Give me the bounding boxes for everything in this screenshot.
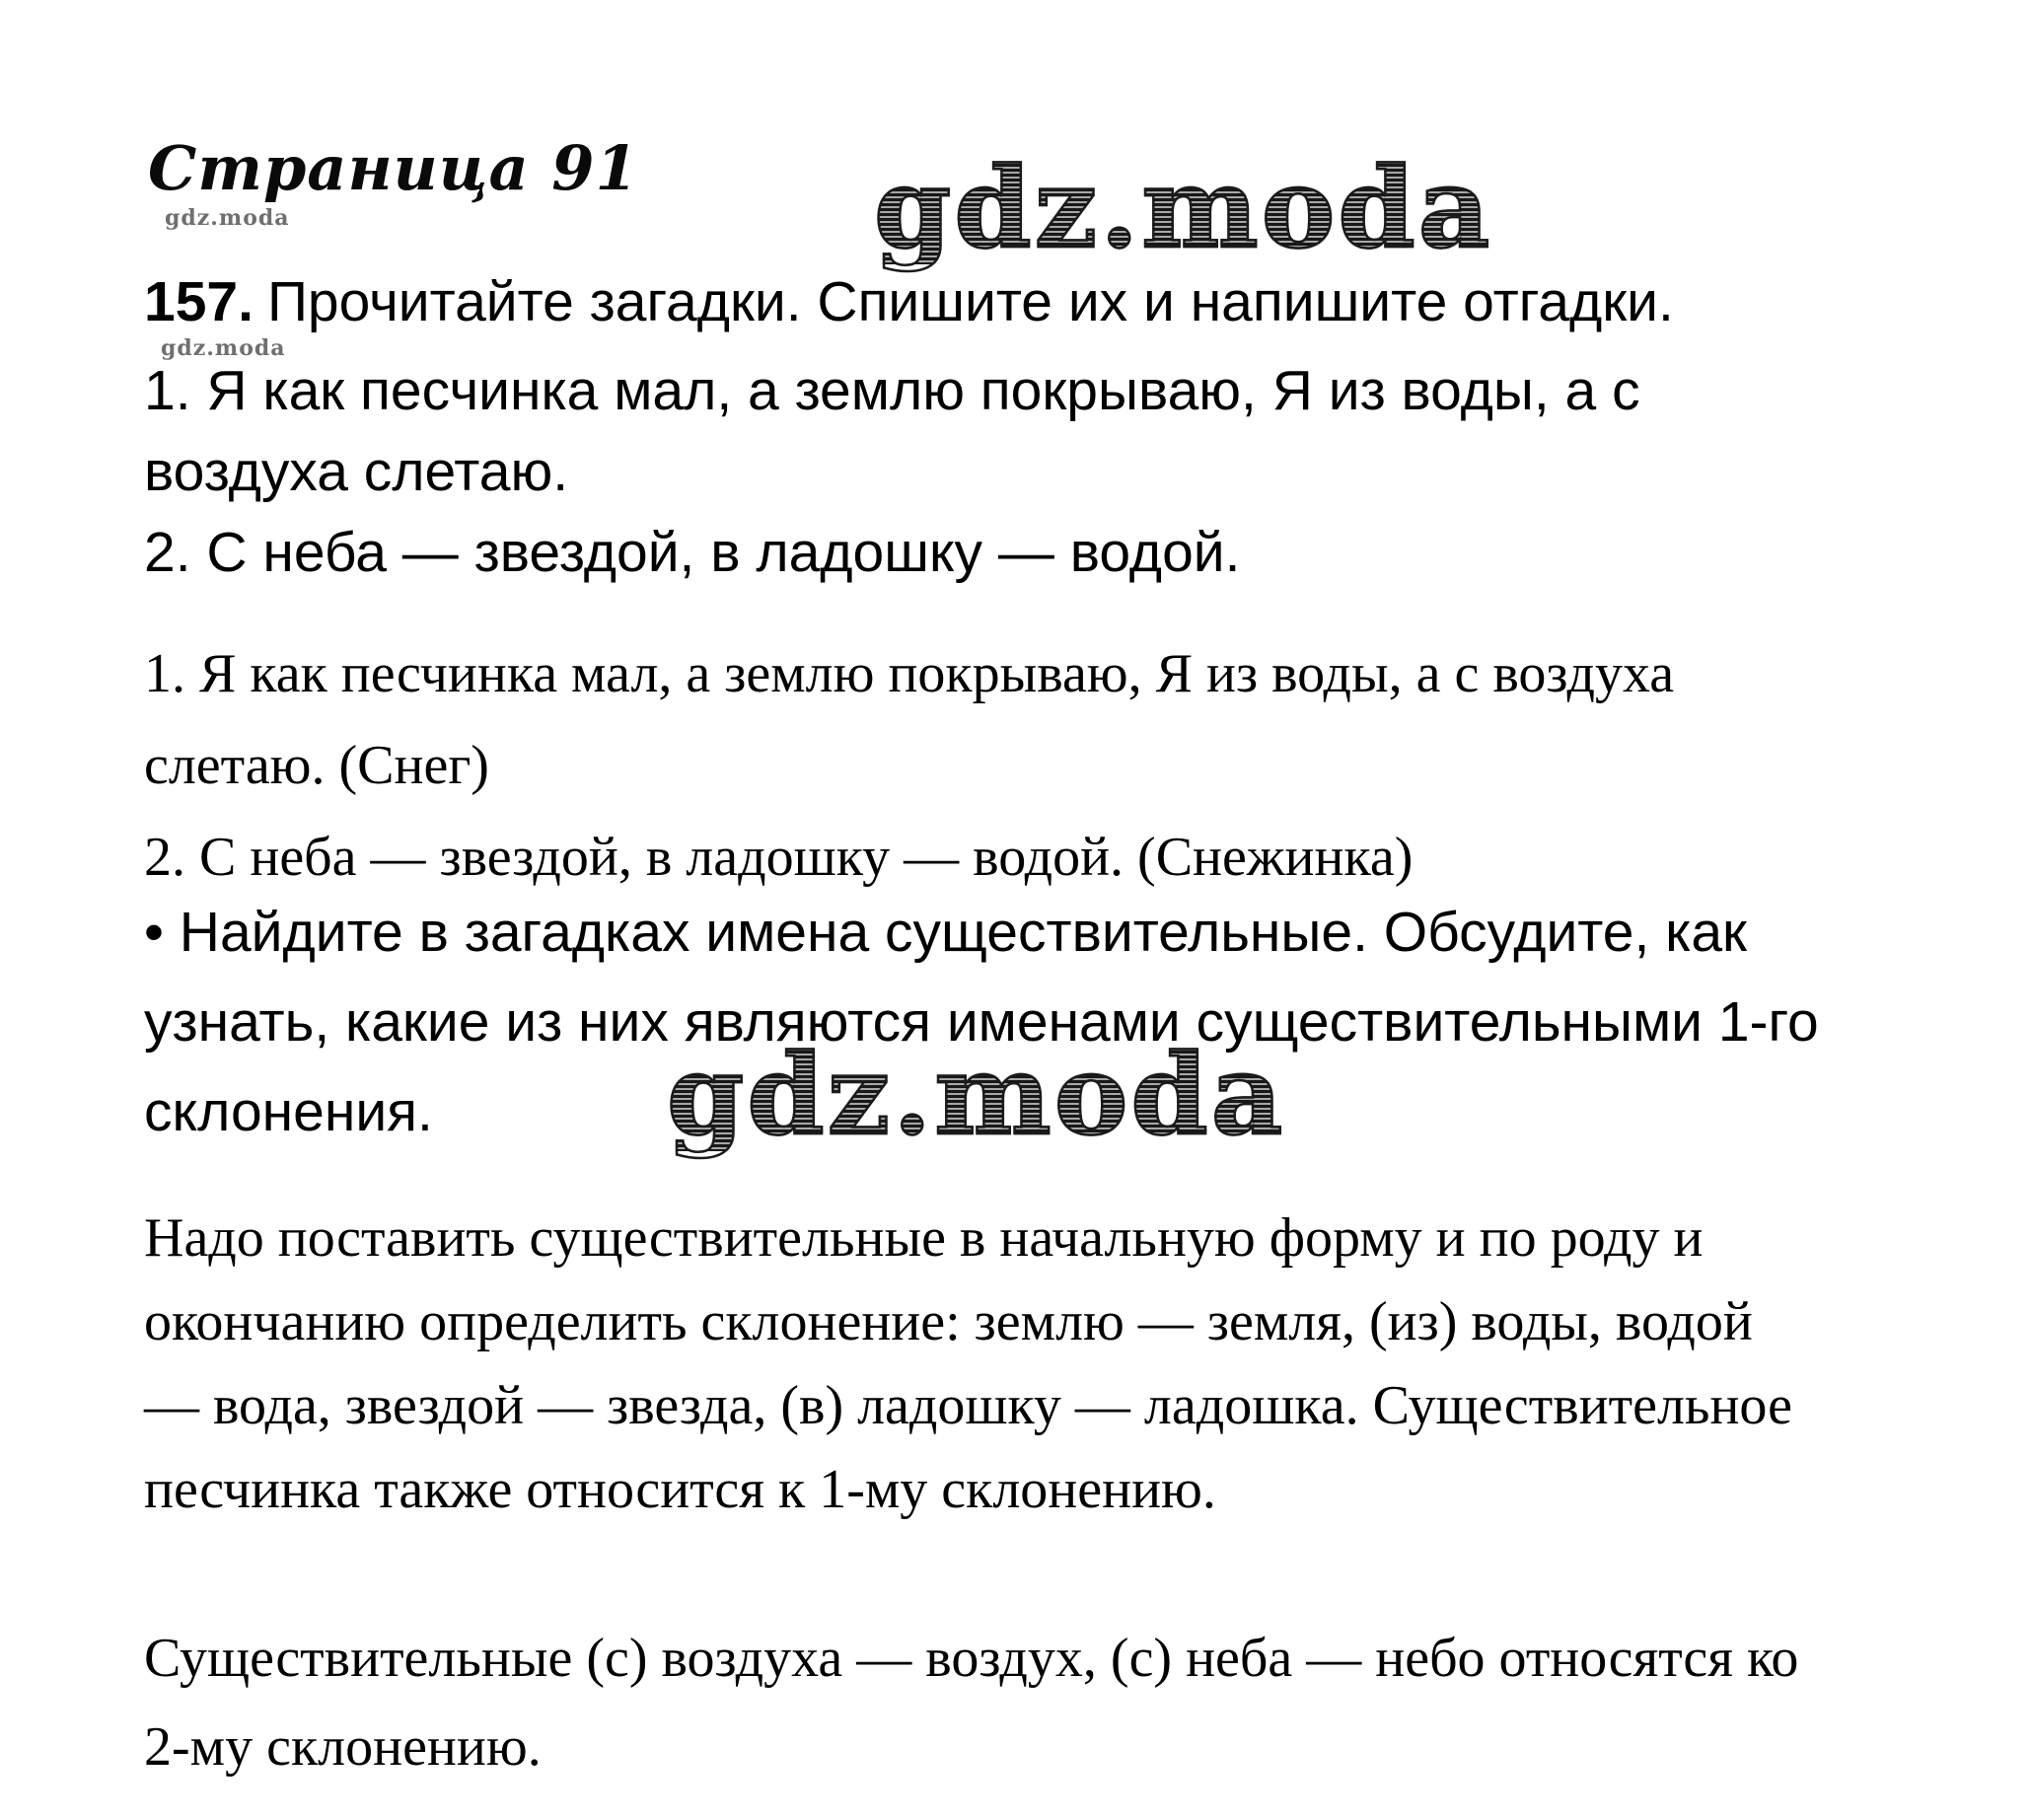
text-line: песчинка также относится к 1-му склонению. bbox=[144, 1459, 1216, 1520]
text-line: слетаю. (Снег) bbox=[144, 735, 489, 796]
text-line: 2. С неба — звездой, в ладошку — водой. (Снежинка) bbox=[144, 827, 1414, 888]
task-line bbox=[144, 268, 1674, 335]
watermark-small-middle: gdz.moda bbox=[161, 335, 286, 361]
text-line: 2-му склонению. bbox=[144, 1716, 542, 1778]
text-line: окончанию определить склонение: землю — земля, (из) воды, водой bbox=[144, 1291, 1753, 1352]
text-line: склонения. bbox=[144, 1080, 433, 1143]
watermark-large-middle: gdz.moda bbox=[667, 1031, 1286, 1160]
text-line: • Найдите в загадках имена существительные. Обсудите, как bbox=[144, 901, 1747, 964]
text-line: 1. Я как песчинка мал, а землю покрываю, Я из воды, а с воздуха bbox=[144, 643, 1675, 704]
text-line: Надо поставить существительные в начальную форму и по роду и bbox=[144, 1207, 1704, 1269]
text-line: воздуха слетаю. bbox=[144, 440, 569, 503]
watermark-large-top: gdz.moda bbox=[874, 144, 1493, 273]
task-instruction: Прочитайте загадки. Спишите их и напишите отгадки. bbox=[266, 270, 1674, 333]
text-line: 1. Я как песчинка мал, а землю покрываю, Я из воды, а с bbox=[144, 359, 1640, 422]
text-line: Существительные (с) воздуха — воздух, (с) неба — небо относятся ко bbox=[144, 1628, 1799, 1689]
explanation-paragraph bbox=[144, 1197, 1792, 1532]
subtask-text bbox=[144, 888, 1819, 1160]
answers-text bbox=[144, 628, 1674, 904]
task-number: 157. bbox=[144, 270, 254, 333]
text-line: узнать, какие из них являются именами существительными 1-го bbox=[144, 990, 1819, 1054]
conclusion-paragraph bbox=[144, 1614, 1798, 1791]
riddles-text bbox=[144, 350, 1640, 593]
page-title: Страница 91 bbox=[148, 132, 639, 204]
text-line: 2. С неба — звездой, в ладошку — водой. bbox=[144, 521, 1241, 584]
watermark-small-top: gdz.moda bbox=[165, 205, 290, 231]
text-line: — вода, звездой — звезда, (в) ладошку — ладошка. Существительное bbox=[144, 1375, 1792, 1436]
